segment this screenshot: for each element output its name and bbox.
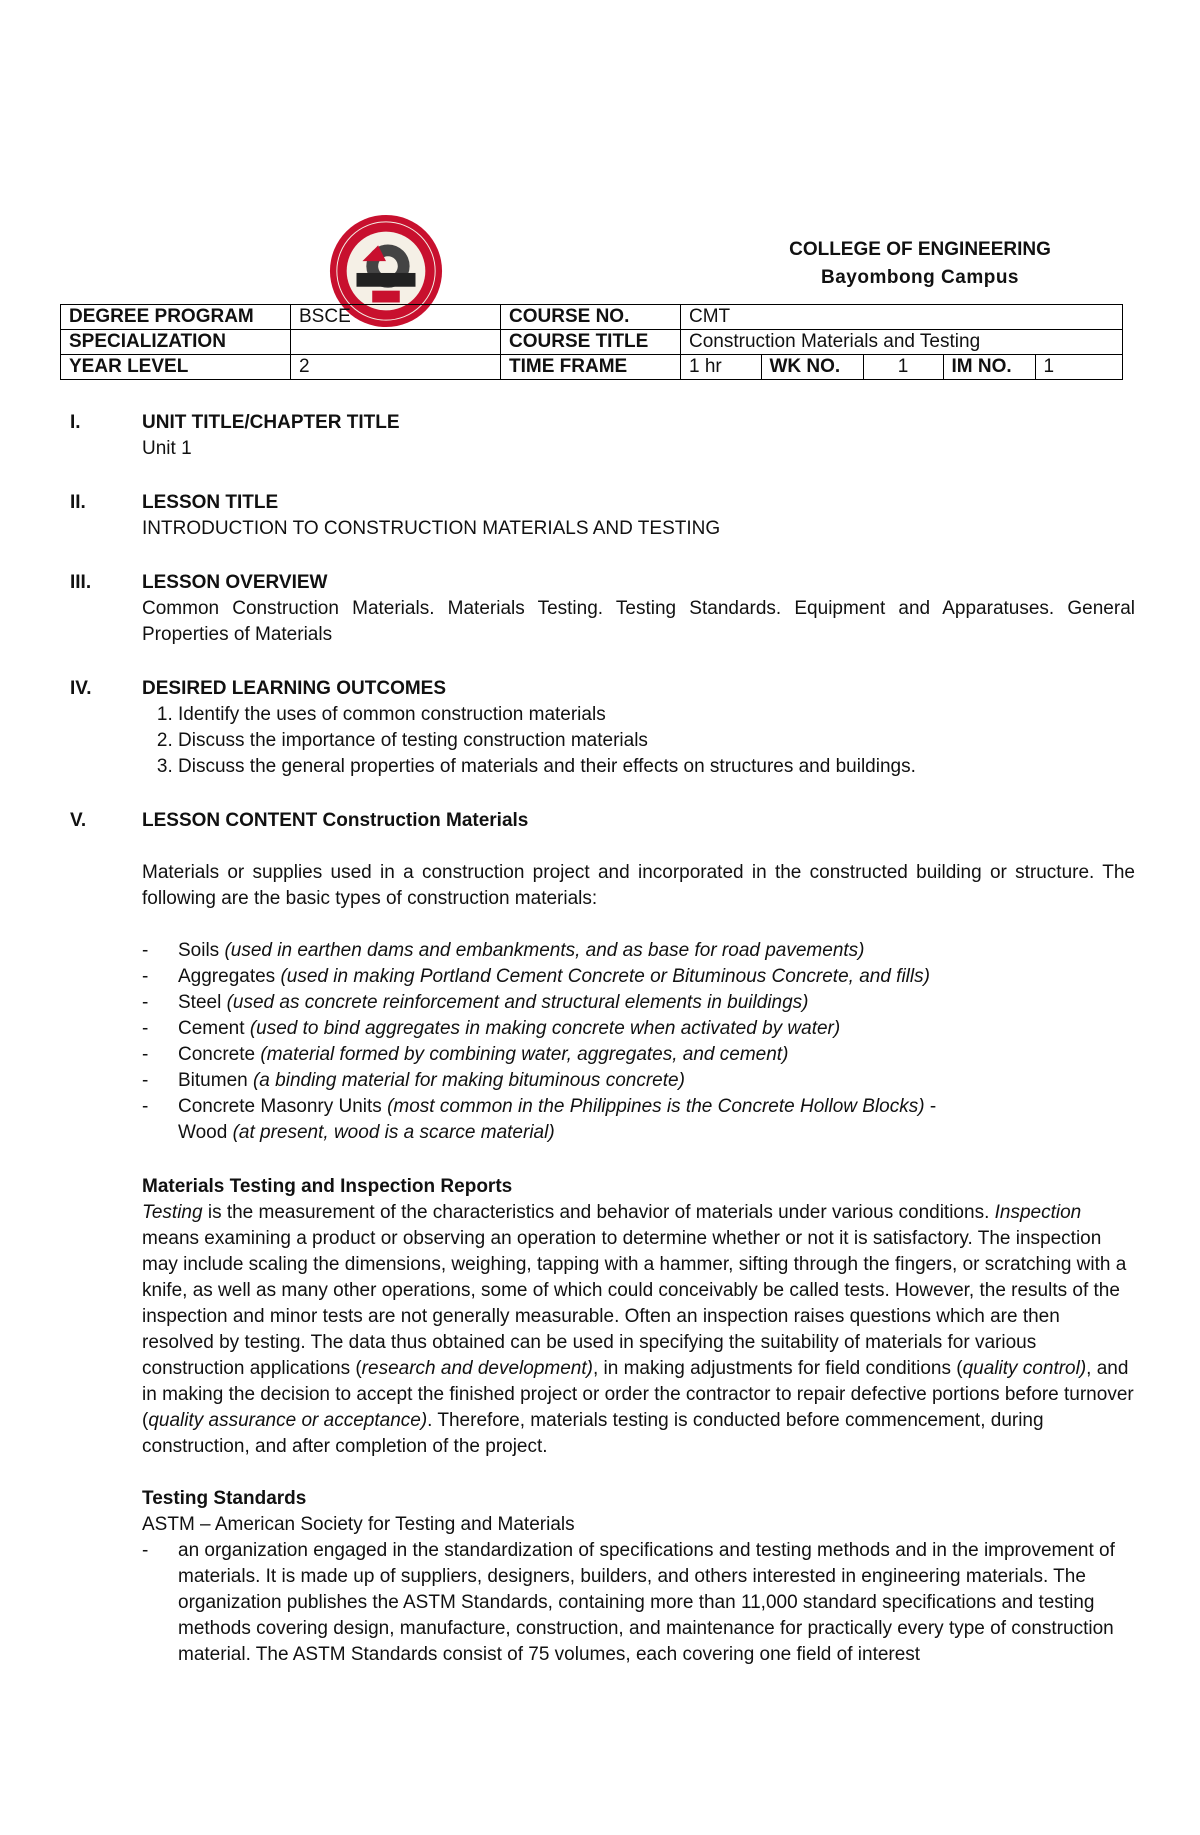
table-row xyxy=(61,330,1123,355)
section-lesson-title xyxy=(70,490,1135,542)
specialization-label: SPECIALIZATION xyxy=(61,330,291,355)
seal-banner xyxy=(357,273,416,287)
course-info-table xyxy=(60,304,1123,380)
section-text: Unit 1 xyxy=(142,438,192,459)
course-no-label: COURSE NO. xyxy=(501,305,681,330)
section-heading: LESSON OVERVIEW xyxy=(142,572,328,593)
seal-bottom-plate xyxy=(372,291,400,303)
testing-subsection xyxy=(70,1174,1135,1460)
table-row xyxy=(61,305,1123,330)
section-heading: LESSON CONTENT Construction Materials xyxy=(142,810,529,831)
section-number: IV. xyxy=(70,678,92,699)
campus-name: Bayombong Campus xyxy=(820,267,1020,288)
list-item: Wood (at present, wood is a scarce material) xyxy=(178,1122,555,1143)
list-item: 2. Discuss the importance of testing construction materials xyxy=(178,728,1135,754)
specialization-value xyxy=(291,330,501,355)
time-frame-label: TIME FRAME xyxy=(501,355,681,380)
course-title-label: COURSE TITLE xyxy=(501,330,681,355)
standards-subsection xyxy=(70,1486,1135,1538)
wk-no-label: WK NO. xyxy=(761,355,863,379)
testing-paragraph: Testing is the measurement of the characteristics and behavior of materials under various conditions. Inspection means examining a product or observing an operation to determine whether or not it is satisfactory. The inspection may include scaling the dimensions, weighing, tapping with a hammer, sifting through the fingers, or scratching with a knife, as well as many other operations, some of which could conceivably be called tests. However, the results of the inspection and minor tests are not generally measurable. Often an inspection raises questions which are then resolved by testing. The data thus obtained can be used in specifying the suitability of materials for various construction applications (research and development), in making adjustments for field conditions (quality control), and in making the decision to accept the finished project or order the contractor to repair defective portions before turnover (quality assurance or acceptance). Therefore, materials testing is conducted before commencement, during construction, and after completion of the project. xyxy=(142,1202,1134,1457)
section-unit-title xyxy=(70,410,1135,462)
section-number: II. xyxy=(70,492,86,513)
outcomes-list xyxy=(142,702,1135,780)
college-header xyxy=(700,236,1140,292)
time-frame-value: 1 hr xyxy=(689,356,722,377)
course-title-value: Construction Materials and Testing xyxy=(681,330,1123,355)
im-no-value: 1 xyxy=(1035,355,1123,379)
im-no-label: IM NO. xyxy=(943,355,1035,379)
year-level-value: 2 xyxy=(291,355,501,380)
section-learning-outcomes xyxy=(70,676,1135,780)
list-item: - Concrete Masonry Units (most common in the Philippines is the Concrete Hollow Blocks) - xyxy=(142,1096,937,1117)
subsection-heading: Materials Testing and Inspection Reports xyxy=(142,1176,513,1197)
list-item: - Aggregates (used in making Portland Cement Concrete or Bituminous Concrete, and fills) xyxy=(142,966,930,987)
materials-list xyxy=(70,938,1135,1146)
college-name: COLLEGE OF ENGINEERING xyxy=(789,239,1051,260)
section-heading: UNIT TITLE/CHAPTER TITLE xyxy=(142,412,400,433)
list-item: 3. Discuss the general properties of materials and their effects on structures and buildings. xyxy=(178,754,1135,780)
degree-program-value: BSCE xyxy=(291,305,501,330)
list-item: - Cement (used to bind aggregates in making concrete when activated by water) xyxy=(142,1018,841,1039)
section-heading: LESSON TITLE xyxy=(142,492,279,513)
astm-description: an organization engaged in the standardization of specifications and testing methods and in the improvement of materials. It is made up of suppliers, designers, builders, and others interested in engineering materials. The organization publishes the ASTM Standards, containing more than 11,000 standard specifications and testing methods covering design, manufacture, construction, and maintenance for practically every type of construction material. The ASTM Standards consist of 75 volumes, each covering one field of interest xyxy=(178,1540,1115,1665)
year-level-label: YEAR LEVEL xyxy=(61,355,291,380)
list-item: 1. Identify the uses of common construction materials xyxy=(178,702,1135,728)
list-item: - Soils (used in earthen dams and embankments, and as base for road pavements) xyxy=(142,940,865,961)
section-number: I. xyxy=(70,412,81,433)
wk-no-value: 1 xyxy=(863,355,943,379)
time-frame-group xyxy=(681,355,1123,380)
section-lesson-overview xyxy=(70,570,1135,648)
section-heading: DESIRED LEARNING OUTCOMES xyxy=(142,678,447,699)
section-text: INTRODUCTION TO CONSTRUCTION MATERIALS AND TESTING xyxy=(142,518,721,539)
list-item: - an organization engaged in the standardization of specifications and testing methods and in the improvement of materials. It is made up of suppliers, designers, builders, and others interested in engineering materials. The organization publishes the ASTM Standards, containing more than 11,000 standard specifications and testing methods covering design, manufacture, construction, and maintenance for practically every type of construction material. The ASTM Standards consist of 75 volumes, each covering one field of interest xyxy=(142,1540,1115,1665)
list-item: - Steel (used as concrete reinforcement and structural elements in buildings) xyxy=(142,992,809,1013)
course-no-value: CMT xyxy=(681,305,1123,330)
section-number: V. xyxy=(70,810,87,831)
content-intro: Materials or supplies used in a construction project and incorporated in the constructed building or structure. The following are the basic types of construction materials: xyxy=(142,862,1135,909)
section-lesson-content xyxy=(70,808,1135,912)
astm-line: ASTM – American Society for Testing and Materials xyxy=(142,1514,575,1535)
list-item: - Bitumen (a binding material for making bituminous concrete) xyxy=(142,1070,685,1091)
table-row xyxy=(61,355,1123,380)
lesson-content xyxy=(70,410,1135,1668)
subsection-heading: Testing Standards xyxy=(142,1488,307,1509)
section-number: III. xyxy=(70,572,92,593)
section-text: Common Construction Materials. Materials Testing. Testing Standards. Equipment and Apparatuses. General Properties of Materials xyxy=(142,598,1135,645)
list-item: - Concrete (material formed by combining water, aggregates, and cement) xyxy=(142,1044,789,1065)
degree-program-label: DEGREE PROGRAM xyxy=(61,305,291,330)
